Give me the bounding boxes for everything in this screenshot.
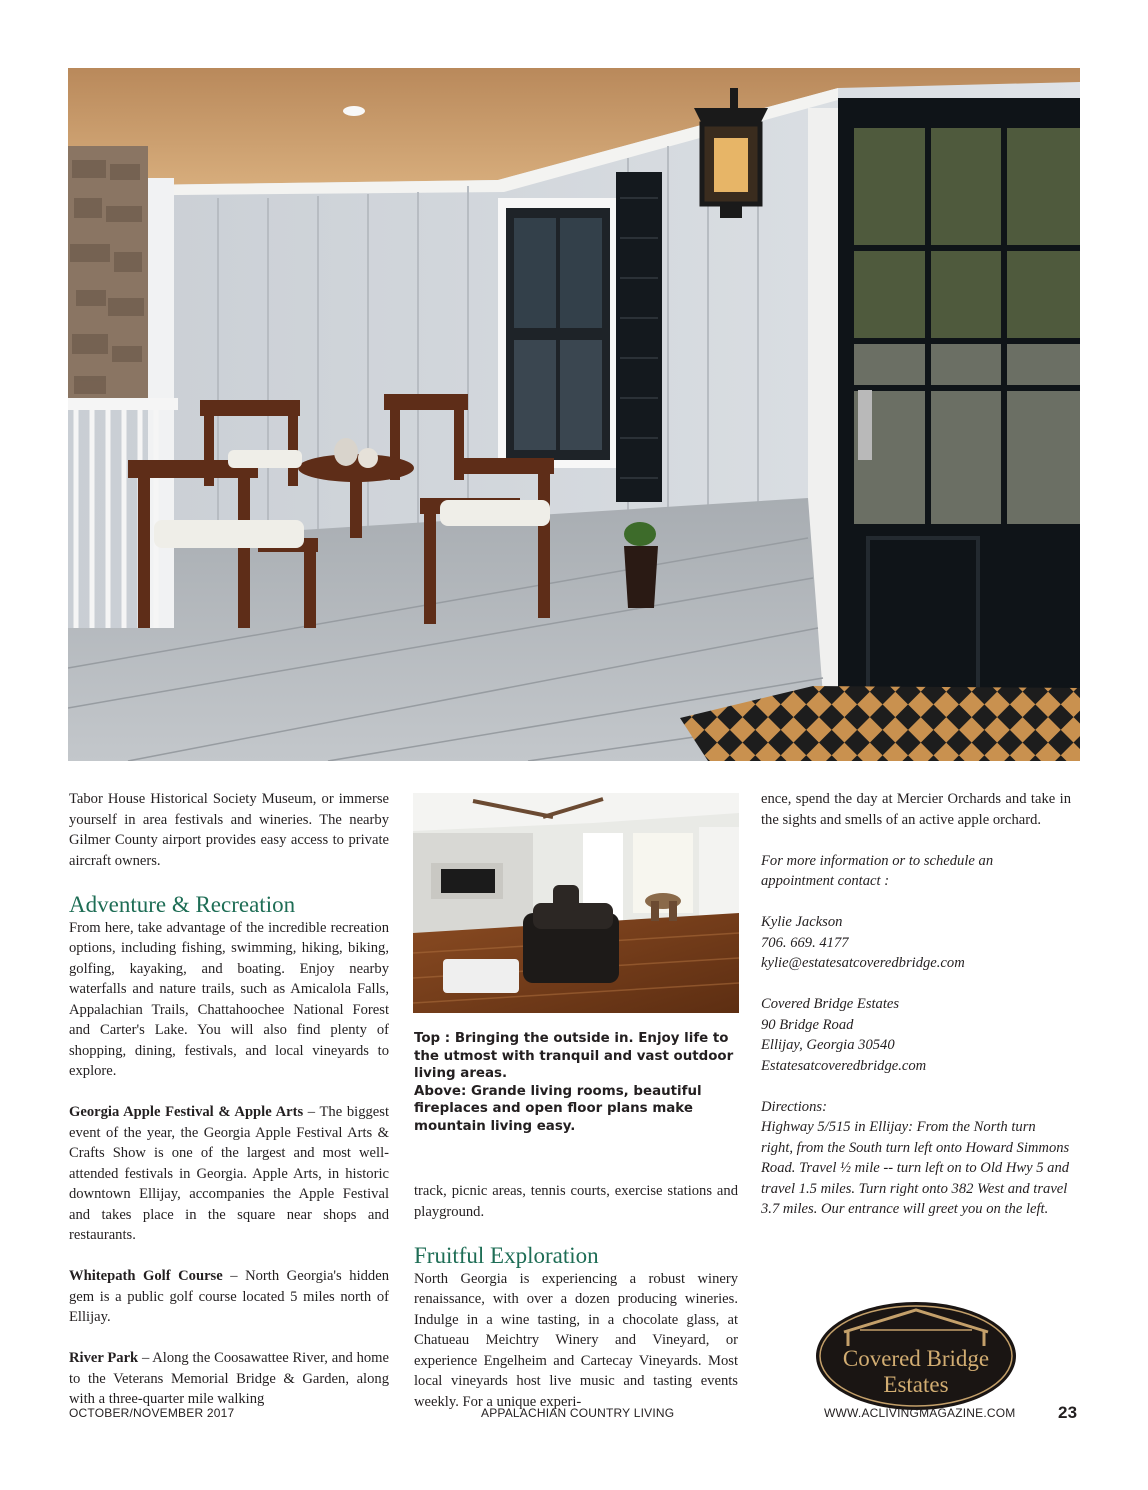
page-footer (0, 1403, 1148, 1426)
festival-title: Georgia Apple Festival & Apple Arts (69, 1104, 304, 1120)
footer-issue-date: OCTOBER/NOVEMBER 2017 (69, 1406, 235, 1420)
park-text: – Along the Coosawattee River, and home to the Veterans Memorial Bridge & Garden, along with a three-quarter mile walking (69, 1350, 389, 1407)
covered-bridge-estates-logo (814, 1300, 1018, 1412)
contact-block (761, 851, 1071, 1220)
address-line-2: Ellijay, Georgia 30540 (761, 1037, 895, 1053)
directions (761, 1097, 1071, 1220)
company-name: Covered Bridge Estates (761, 996, 900, 1012)
contact-person (761, 912, 1071, 974)
section-heading-adventure: Adventure & Recreation (69, 891, 296, 917)
column-right (761, 789, 1071, 1240)
golf-title: Whitepath Golf Course (69, 1268, 223, 1284)
intro-paragraph: Tabor House Historical Society Museum, or immerse yourself in area festivals and wineries. The nearby Gilmer County airport provides easy access to private aircraft owners. (69, 791, 389, 869)
address-line-1: 90 Bridge Road (761, 1016, 854, 1033)
info-text (761, 851, 1071, 892)
caption-above: Above: Grande living rooms, beautiful fireplaces and open floor plans make mountain living easy. (414, 1083, 702, 1134)
park-paragraph (69, 1348, 389, 1410)
column-left (69, 789, 389, 1410)
page-number: 23 (1058, 1403, 1078, 1422)
company-address (761, 994, 1071, 1076)
section-heading-fruitful: Fruitful Exploration (414, 1242, 599, 1268)
golf-text: – North Georgia's hidden gem is a public golf course located 5 miles north of Ellijay. (69, 1268, 389, 1325)
wine-paragraph: North Georgia is experiencing a robust winery renaissance, with over a dozen producing wineries. Indulge in a wine tasting, in a chocolate glass, at Chatueau Meichtry Winery and Vineyard, or experience Engelheim and Cartecay Vineyards. Most local vineyards host live music and tasting events weekly. For a unique experi- (414, 1270, 738, 1410)
living-room-photo (413, 793, 739, 1013)
column-middle (414, 1181, 738, 1412)
logo-line-1: Covered Bridge (842, 1346, 990, 1371)
footer-magazine-name: APPALACHIAN COUNTRY LIVING (481, 1406, 675, 1420)
company-website[interactable]: Estatesatcoveredbridge.com (761, 1057, 927, 1074)
contact-phone: 706. 669. 4177 (761, 934, 849, 951)
info-line-1: For more information or to schedule an (761, 852, 994, 869)
caption-top: Top : Bringing the outside in. Enjoy life to the utmost with tranquil and vast outdoor living areas. (414, 1031, 734, 1082)
porch-photo (68, 68, 1080, 761)
park-continuation: track, picnic areas, tennis courts, exercise stations and playground. (414, 1183, 738, 1220)
logo-line-2: Estates (883, 1372, 949, 1397)
recreation-paragraph: From here, take advantage of the incredible recreation options, including fishing, swimming, hiking, biking, golfing, kayaking, and boating. Enjoy nearby waterfalls and nature trails, such as Amicalola Falls, Appalachian Trails, Chattahoochee National Forest and Carter's Lake. You will also find plenty of shopping, dining, festivals, and local vineyards to explore. (69, 919, 389, 1079)
orchard-paragraph: ence, spend the day at Mercier Orchards and take in the sights and smells of an active apple orchard. (761, 791, 1071, 828)
golf-paragraph (69, 1266, 389, 1328)
footer-website[interactable]: WWW.ACLIVINGMAGAZINE.COM (824, 1406, 1016, 1420)
directions-text: Highway 5/515 in Ellijay: From the North turn right, from the South turn left onto Howard Simmons Road. Travel ½ mile -- turn left on to Old Hwy 5 and travel 1.5 miles. Turn right onto 382 West and travel 3.7 miles. Our entrance will greet you on the left. (761, 1119, 1070, 1217)
contact-name: Kylie Jackson (761, 914, 843, 930)
photo-caption (414, 1030, 740, 1136)
festival-text: – The biggest event of the year, the Georgia Apple Festival Arts & Crafts Show is one of the largest and most well-attended festivals in Georgia. Apple Arts, in historic downtown Ellijay, accompanies the Apple Festival and takes place in the square near shops and restaurants. (69, 1104, 390, 1243)
park-title: River Park (69, 1350, 139, 1366)
festival-paragraph (69, 1102, 389, 1246)
info-line-2: appointment contact : (761, 873, 890, 889)
contact-email[interactable]: kylie@estatesatcoveredbridge.com (761, 955, 965, 971)
directions-label: Directions: (761, 1098, 827, 1115)
